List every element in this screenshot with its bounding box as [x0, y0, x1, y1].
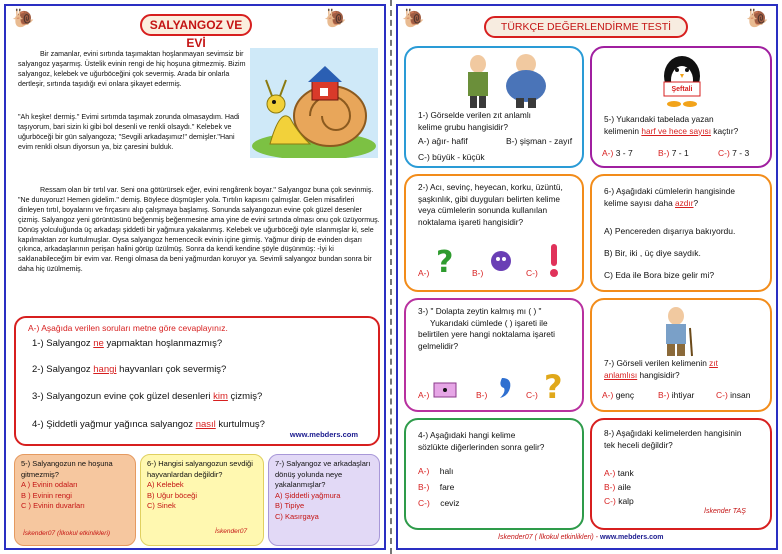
question-text: 1-) Görselde verilen zıt anlamlı kelime grubu hangisidir?	[418, 110, 531, 132]
option-b[interactable]: B-) ihtiyar	[658, 390, 695, 400]
question-mark-icon	[542, 366, 566, 406]
option-a[interactable]: A-)	[418, 268, 430, 278]
mini-question-6	[140, 454, 264, 546]
question-card-4	[404, 418, 584, 530]
question-card-3	[404, 298, 584, 412]
option-b[interactable]: B-)	[476, 390, 488, 400]
story-text: Ressam olan bir tırtıl var. Seni ona götürürsek eğer, evini rengârenk boyar." Salyangoz buna çok sevinmiş. "Ne duruyoruz! Hemen gidelim." demiş. Böylece düşmüşler yola. Tırtılın kapısını çalmışlar. Gelen misafirleri dinleyen tırtıl, boyalarını ve fırçasını alıp çalışmaya başlamış. Sonunda salyangozun evine çok güzel desenler çizmiş. Salyangoz yeni görüntüsünü beğenmiş beğenmesine ama yine de evini sırtında olması onu çok üzüyormuş. Dönüş yolculuğunda üç arkadaşı şiddetli bir yağmura yakalanmış. Kelebek ve uğurböceği öyle ıslanmışlar ki, sele kapılmaktan zor kurtulmuşlar. Oysa salyangoz hemencecik evinin içine girmiş. Yağmur dinip de evinden dışarı çıkınca, arkadaşlarının perişan halini görüp üzülmüş. Sonra da kendi kendine şöyle düşünmüş: -İyi ki saklanabileceğim bir evim var. Rengi olmasa da beni yağmurdan koruyor ya. Sevimli salyangoz bundan sonra bir daha hiç üzülmemiş.	[18, 186, 380, 274]
snail-house-illustration	[250, 48, 378, 158]
option-c[interactable]: C ) Evinin duvarları	[21, 501, 85, 510]
question-text: 6-) Aşağıdaki cümlelerin hangisinde kelime sayısı daha azdır?	[604, 186, 735, 208]
page-divider	[390, 0, 392, 554]
option-a[interactable]: A) Pencereden dışarıya bakıyordu.	[604, 226, 736, 236]
option-c[interactable]: C-)	[526, 390, 538, 400]
option-c[interactable]: C-) 7 - 3	[718, 148, 750, 158]
question-text: 3-) " Dolapta zeytin kalmış mı ( ) " Yukarıdaki cümlede ( ) işareti ile belirtilen yere hangi noktalama işareti gelmelidir?	[418, 306, 555, 351]
option-b[interactable]: B-)	[472, 268, 484, 278]
envelope-icon	[432, 380, 458, 400]
old-man-illustration	[656, 306, 696, 358]
option-c[interactable]: C) Sinek	[147, 501, 176, 510]
author-signature: İskender07 (İlkokul etkinlikleri)	[23, 530, 111, 537]
story-page	[4, 4, 386, 550]
svg-text:?: ?	[544, 368, 563, 406]
option-a[interactable]: A-) 3 - 7	[602, 148, 633, 158]
option-a[interactable]: A) Şiddetli yağmura	[275, 490, 341, 500]
question-4: 4-) Şiddetli yağmur yağınca salyangoz nasıl kurtulmuş?	[32, 419, 265, 430]
option-c[interactable]: C-)	[526, 268, 538, 278]
mini-question-7	[268, 454, 380, 546]
story-paragraph-1	[18, 50, 250, 90]
option-b[interactable]: B-) aile	[604, 482, 631, 492]
question-card-6	[590, 174, 772, 292]
mini-question-5	[14, 454, 136, 546]
option-b[interactable]: B) Bir, iki , üç diye saydık.	[604, 248, 701, 258]
option-c[interactable]: C) Eda ile Bora bize gelir mi?	[604, 270, 715, 280]
option-a[interactable]: A ) Evinin odaları	[21, 480, 78, 489]
question-text: 7-) Görseli verilen kelimenin zıt anlamlısı hangisidir?	[604, 358, 718, 380]
penguin-sign-illustration	[650, 52, 714, 112]
comma-icon	[496, 374, 516, 400]
snail-corner-icon: 🐌	[746, 8, 769, 28]
website-link[interactable]: www.mebders.com	[289, 430, 358, 439]
story-paragraph-3	[18, 186, 380, 275]
option-a[interactable]: A) Kelebek	[147, 480, 184, 489]
story-paragraph-2	[18, 113, 250, 153]
option-c[interactable]: C-) insan	[716, 390, 751, 400]
open-questions-box	[14, 316, 380, 446]
website-link[interactable]: www.mebders.com	[599, 534, 664, 541]
people-illustration	[456, 52, 552, 108]
question-card-7	[590, 298, 772, 412]
option-a[interactable]: A-)	[418, 390, 430, 400]
snail-corner-icon: 🐌	[324, 8, 347, 28]
story-title: SALYANGOZ VE EVİ	[140, 14, 252, 36]
snail-corner-icon: 🐌	[12, 8, 35, 28]
svg-text:?: ?	[436, 245, 454, 278]
question-card-8	[590, 418, 772, 530]
questions-heading: A-) Aşağıda verilen soruları metne göre cevaplayınız.	[28, 323, 228, 333]
snail-corner-icon: 🐌	[402, 8, 425, 28]
author-signature: İskender07	[215, 528, 248, 535]
question-mark-icon	[434, 242, 454, 278]
mini-question-text: 5-) Salyangozun ne hoşuna gitmezmiş?	[21, 459, 113, 479]
mini-question-text: 6-) Hangisi salyangozun sevdiği hayvanlardan değildir?	[147, 459, 253, 479]
option-b[interactable]: B-) şişman - zayıf	[506, 136, 573, 146]
question-text: 5-) Yukarıdaki tabelada yazan kelimenin harf ve hece sayısı kaçtır?	[604, 114, 739, 136]
option-a[interactable]: A-) halı	[418, 466, 454, 476]
test-page	[396, 4, 778, 550]
option-c[interactable]: C-) kalp	[604, 496, 634, 506]
question-card-1	[404, 46, 584, 168]
option-b[interactable]: B) Tipiye	[275, 501, 305, 510]
option-b[interactable]: B ) Evinin rengi	[21, 490, 72, 500]
option-c[interactable]: C-) ceviz	[418, 498, 460, 508]
option-a[interactable]: A-) ağır- hafif	[418, 136, 468, 146]
footer-credit: İskender07 ( İlkokul etkinlikleri) - www.mebders.com	[498, 534, 664, 541]
option-c[interactable]: C-) büyük - küçük	[418, 152, 485, 162]
test-title: TÜRKÇE DEĞERLENDİRME TESTİ	[484, 16, 688, 38]
story-text: "Ah keşke! dermiş." Evimi sırtımda taşımak zorunda olmasaydım. Hadi taşıyorum, bari sizin ki gibi bol desenli ve renkli olsaydı." Kelebek ve uğurböceği bir gün salyangoza; "Sevgili arkadaşımız!" demişler."Hani evim renkli olsun diyorsun ya, biz çaresini bulduk.	[18, 113, 240, 151]
author-signature: İskender TAŞ	[704, 508, 746, 515]
option-b[interactable]: B-) 7 - 1	[658, 148, 689, 158]
question-card-5	[590, 46, 772, 168]
question-text: 4-) Aşağıdaki hangi kelime sözlükte diğerlerinden sonra gelir?	[418, 430, 545, 452]
question-3: 3-) Salyangozun evine çok güzel desenleri kim çizmiş?	[32, 391, 263, 402]
period-icon	[488, 248, 514, 274]
option-b[interactable]: B-) fare	[418, 482, 455, 492]
question-card-2	[404, 174, 584, 292]
option-a[interactable]: A-) genç	[602, 390, 635, 400]
option-b[interactable]: B) Uğur böceği	[147, 490, 198, 500]
sign-text: Şeftali	[671, 86, 693, 93]
mini-question-text: 7-) Salyangoz ve arkadaşları dönüş yolunda neye yakalanmışlar?	[275, 459, 371, 489]
question-text: 8-) Aşağıdaki kelimelerden hangisinin tek heceli değildir?	[604, 428, 742, 450]
question-2: 2-) Salyangoz hangi hayvanları çok severmiş?	[32, 364, 227, 375]
question-text: 2-) Acı, sevinç, heyecan, korku, üzüntü, şaşkınlık, gibi duyguları belirten kelime veya cümlelerin sonunda kullanılan noktalama işareti hangisidir?	[418, 182, 563, 227]
story-text: Bir zamanlar, evini sırtında taşımaktan hoşlanmayan sevimsiz bir salyangoz yaşarmış. Üstelik evinin rengi de hiç hoşuna gitmezmiş. Bizim salyangoz, kelebek ve uğurböceğini çok severmiş. Arada bir onlarla dertleşir, sırtında taşıdığı evi onlara şikayet edermiş.	[18, 50, 246, 88]
option-c[interactable]: C) Kasırgaya	[275, 511, 319, 521]
question-1: 1-) Salyangoz ne yapmaktan hoşlanmazmış?	[32, 338, 223, 349]
exclamation-mark-icon	[546, 242, 562, 278]
option-a[interactable]: A-) tank	[604, 468, 634, 478]
